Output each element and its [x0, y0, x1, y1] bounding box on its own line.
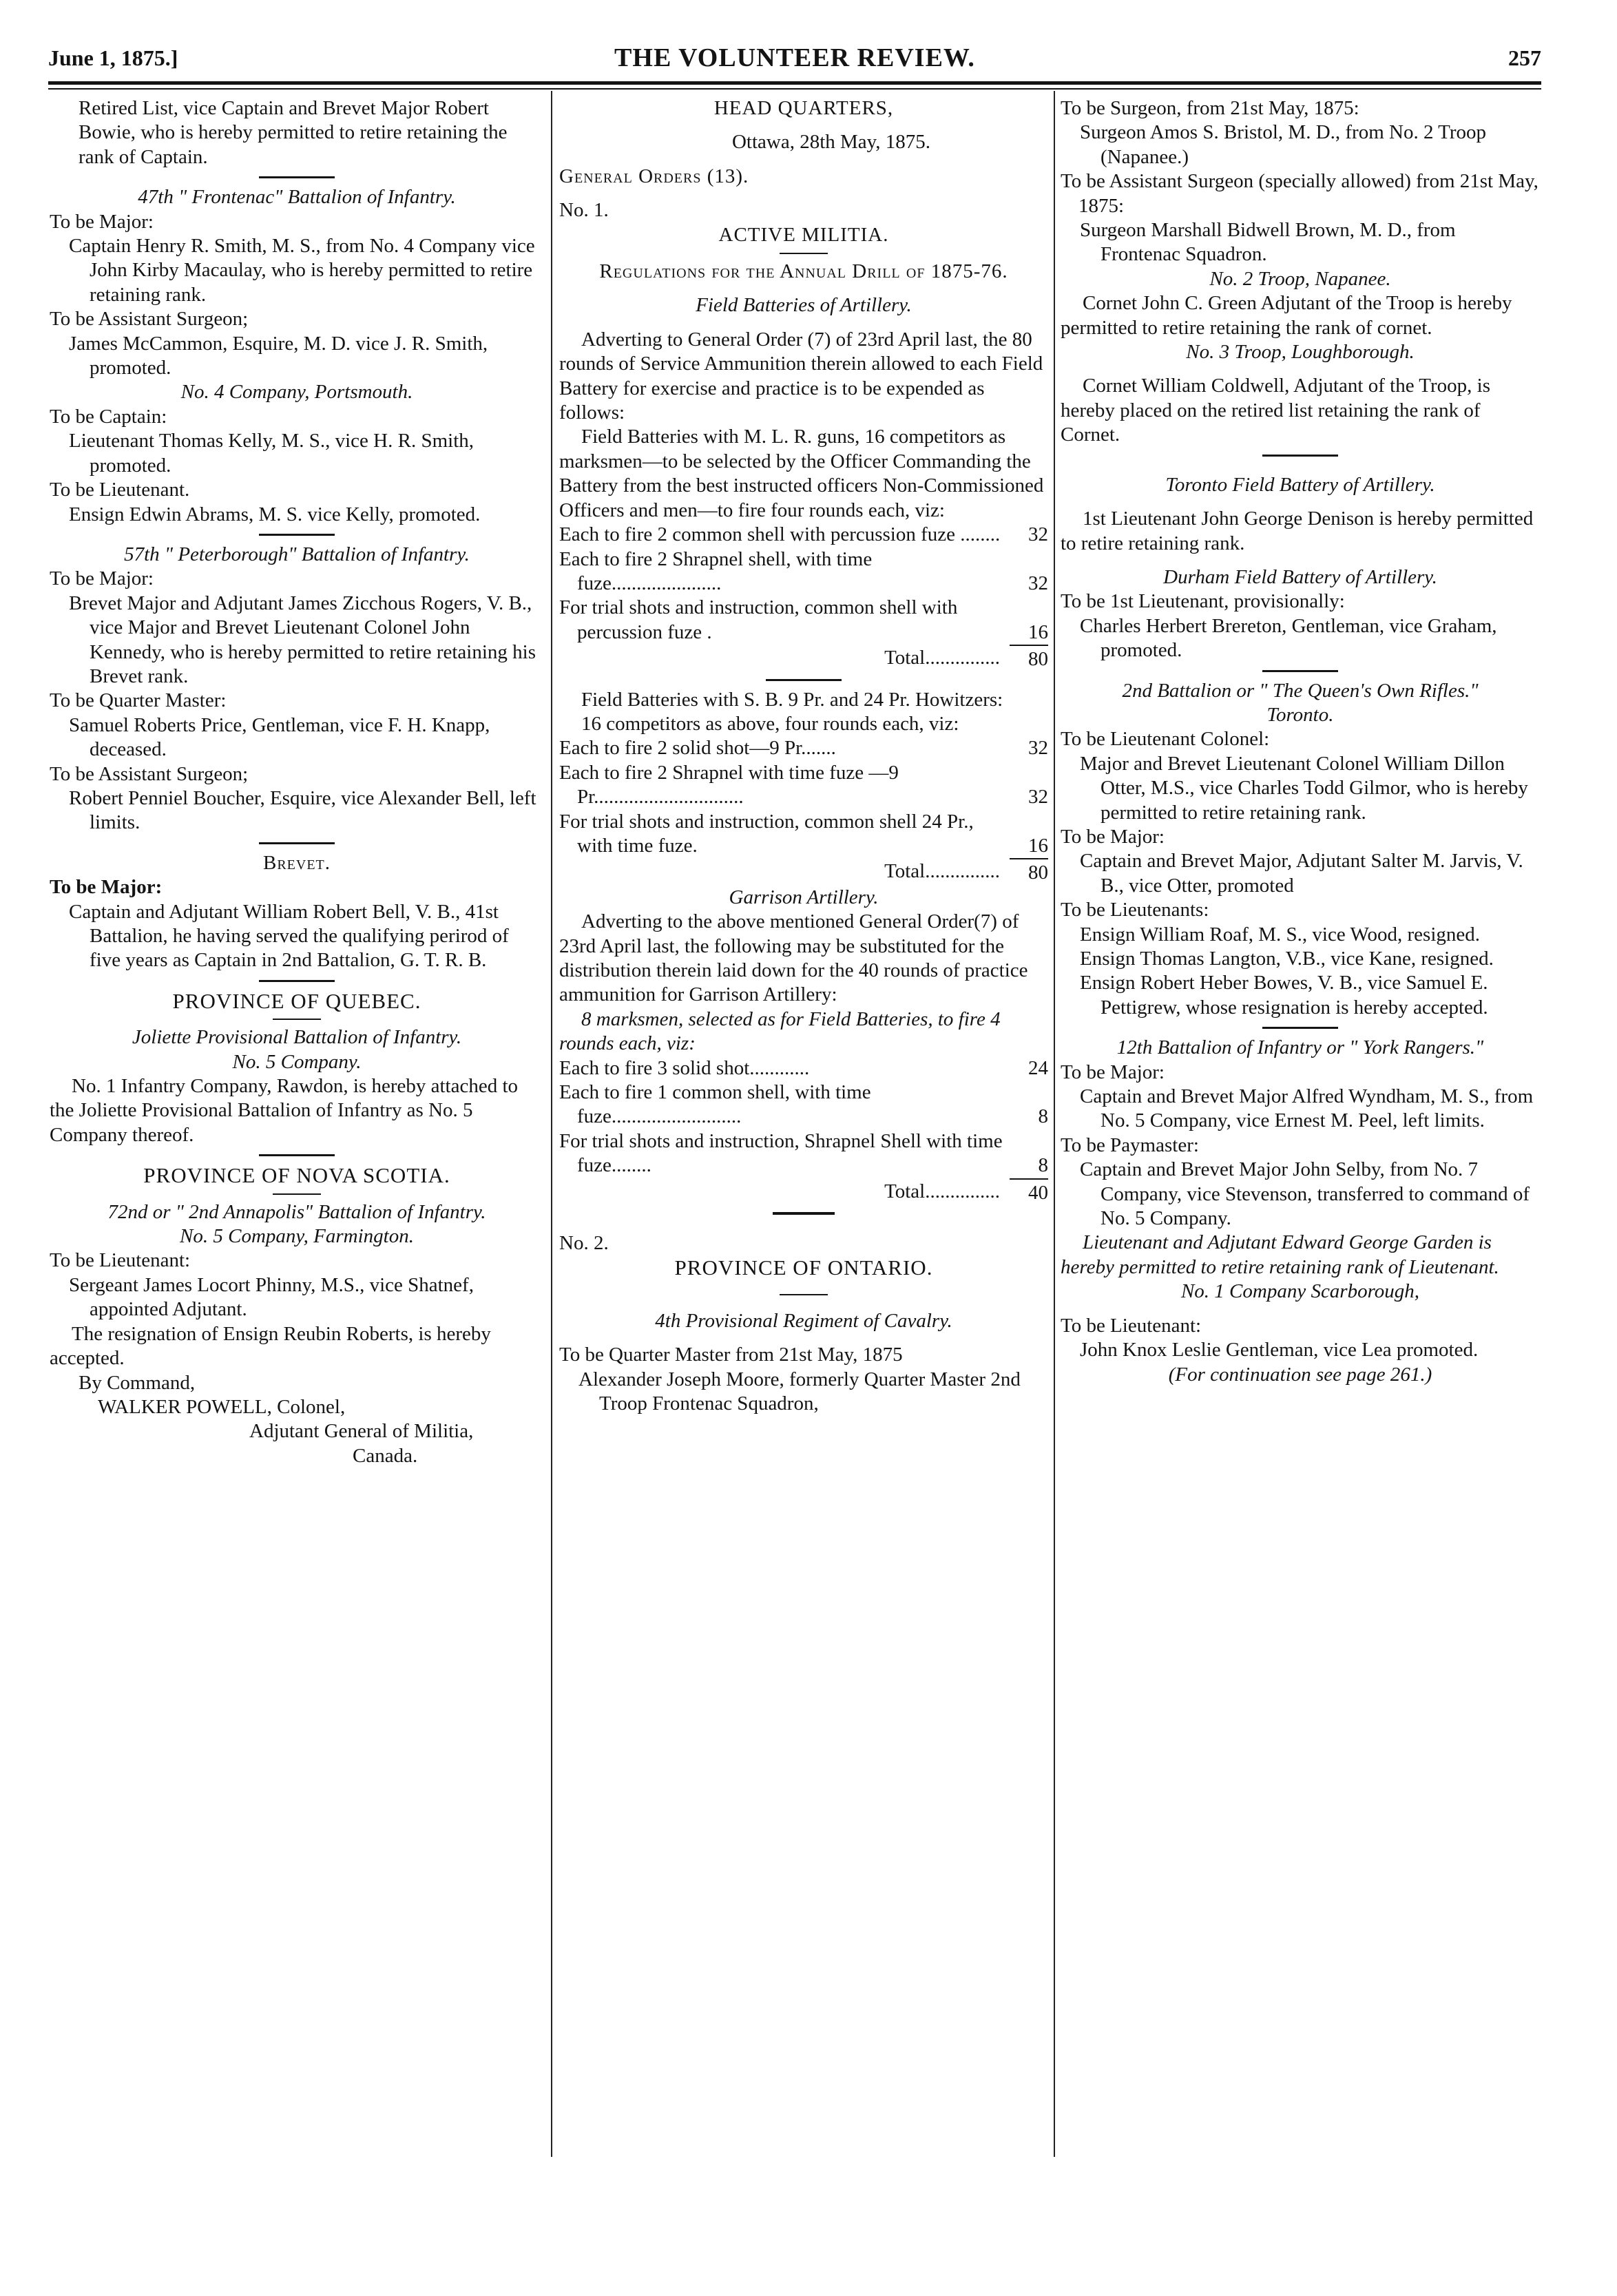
company-heading: No. 5 Company, Farmington. — [180, 1225, 414, 1248]
ammo-count: 8 — [1038, 1105, 1048, 1128]
appointment-text: Captain and Brevet Major, Adjutant Salter M. Jarvis, V. B., vice Otter, promoted — [1080, 850, 1523, 897]
paragraph: Field Batteries with S. B. 9 Pr. and 24 Pr. Howitzers: — [581, 688, 1003, 711]
ammo-row — [559, 1056, 1048, 1081]
appointment-text: Sergeant James Locort Phinny, M.S., vice Shatnef, appointed Adjutant. — [69, 1273, 474, 1321]
ammo-item: Each to fire 2 common shell with percussion fuze ........ — [559, 523, 1001, 546]
signature-place: Canada. — [353, 1444, 418, 1467]
ammo-row — [559, 523, 1048, 547]
troop-heading: No. 2 Troop, Napanee. — [1209, 267, 1391, 290]
dateline: Ottawa, 28th May, 1875. — [731, 131, 931, 154]
ammo-count: 32 — [1028, 523, 1048, 546]
paragraph: Cornet John C. Green Adjutant of the Troop is hereby permitted to retire retaining the rank of cornet. — [1061, 292, 1512, 339]
appointment-text: Charles Herbert Brereton, Gentleman, vice Graham, promoted. — [1080, 614, 1497, 662]
ammo-item: Each to fire 2 Shrapnel with time fuze —9 Pr.............................. — [559, 761, 899, 808]
divider — [259, 842, 335, 844]
appointment-heading: To be Lieutenants: — [1061, 899, 1209, 921]
company-heading: No. 5 Company. — [232, 1050, 362, 1073]
signature-name: WALKER POWELL, Colonel, — [98, 1395, 346, 1418]
paragraph: Adverting to General Order (7) of 23rd April last, the 80 rounds of Service Ammunition therein allowed to each Field Battery for exercise and practice is to be expended as follows: — [559, 328, 1043, 424]
appointment-text: Lieutenant Thomas Kelly, M. S., vice H. R. Smith, promoted. — [69, 430, 474, 477]
province-heading: PROVINCE OF QUEBEC. — [172, 988, 421, 1013]
province-heading: PROVINCE OF NOVA SCOTIA. — [143, 1163, 450, 1188]
order-number: No. 1. — [559, 199, 609, 222]
divider — [1262, 670, 1338, 672]
appointment-text: Surgeon Amos S. Bristol, M. D., from No. 2 Troop (Napanee.) — [1080, 121, 1487, 168]
header-rule — [48, 81, 1541, 85]
hq-heading: HEAD QUARTERS, — [713, 97, 894, 119]
general-orders: General Orders (13). — [559, 165, 749, 187]
divider — [766, 679, 842, 681]
divider — [780, 1294, 828, 1295]
appointment-heading: To be Assistant Surgeon; — [50, 308, 249, 331]
total-value: 40 — [1028, 1181, 1048, 1204]
appointment-heading: To be Lieutenant: — [50, 1249, 191, 1272]
total-label: Total............... — [884, 1180, 1000, 1202]
appointment-heading: To be Assistant Surgeon (specially allowed) from 21st May, 1875: — [1061, 170, 1538, 217]
appointment-text: Ensign Thomas Langton, V.B., vice Kane, resigned. — [1080, 948, 1494, 970]
divider — [273, 1019, 321, 1020]
battalion-heading: 47th " Frontenac" Battalion of Infantry. — [138, 186, 456, 209]
ammo-row — [559, 547, 1048, 596]
ammo-count: 8 — [1038, 1154, 1048, 1177]
appointment-heading: To be Lieutenant Colonel: — [1061, 728, 1270, 751]
province-heading: PROVINCE OF ONTARIO. — [674, 1255, 933, 1280]
ornament-divider — [773, 1212, 835, 1215]
ammo-row — [559, 1081, 1048, 1129]
appointment-text: Captain Henry R. Smith, M. S., from No. 4 Company vice John Kirby Macaulay, who is hereby permitted to retire retaining rank. — [69, 235, 535, 306]
regulations-heading: Regulations for the Annual Drill of 1875-76. — [599, 260, 1008, 283]
total-row — [559, 646, 1048, 671]
battalion-heading: 2nd Battalion or " The Queen's Own Rifles." — [1122, 679, 1479, 702]
divider — [273, 1193, 321, 1195]
total-label: Total............... — [884, 860, 1000, 883]
total-value: 80 — [1028, 862, 1048, 884]
appointment-text: Brevet Major and Adjutant James Zicchous Rogers, V. B., vice Major and Brevet Lieutenant Colonel John Kennedy, who is hereby permitted to retire retaining his Brevet rank. — [69, 592, 536, 687]
battery-heading: Durham Field Battery of Artillery. — [1163, 565, 1437, 588]
battalion-heading: Joliette Provisional Battalion of Infantry. — [132, 1026, 462, 1049]
paragraph: Retired List, vice Captain and Brevet Major Robert Bowie, who is hereby permitted to retire retaining the rank of Captain. — [79, 97, 508, 168]
order-number: No. 2. — [559, 1232, 609, 1255]
total-row — [559, 1180, 1048, 1205]
appointment-heading: To be Assistant Surgeon; — [50, 762, 249, 785]
appointment-heading: To be Lieutenant. — [50, 479, 190, 501]
by-command: By Command, — [79, 1371, 196, 1394]
ammo-row — [559, 1129, 1048, 1178]
appointment-text: Major and Brevet Lieutenant Colonel William Dillon Otter, M.S., vice Charles Todd Gilmor, who is hereby permitted to retire retaining rank. — [1080, 752, 1528, 824]
divider — [780, 253, 828, 254]
appointment-text: Alexander Joseph Moore, formerly Quarter Master 2nd Troop Frontenac Squadron, — [578, 1368, 1021, 1415]
ammo-item: Each to fire 1 common shell, with time fuze.......................... — [559, 1081, 871, 1128]
paragraph: The resignation of Ensign Reubin Roberts, is hereby accepted. — [50, 1322, 491, 1370]
signature-title: Adjutant General of Militia, — [249, 1420, 474, 1443]
appointment-heading: To be Quarter Master from 21st May, 1875 — [559, 1344, 903, 1366]
appointment-text: Captain and Adjutant William Robert Bell, V. B., 41st Battalion, he having served the qualifying perirod of five years as Captain in 2nd Battalion, G. T. R. B. — [69, 900, 509, 972]
appointment-heading: To be Paymaster: — [1061, 1134, 1199, 1156]
subsection-heading: Field Batteries of Artillery. — [696, 294, 912, 317]
column-3 — [1061, 96, 1540, 1387]
battalion-heading: 72nd or " 2nd Annapolis" Battalion of Infantry. — [107, 1200, 486, 1223]
total-row — [559, 859, 1048, 885]
divider — [259, 1154, 335, 1156]
ammo-row — [559, 761, 1048, 810]
appointment-heading: To be Major: — [50, 210, 154, 233]
appointment-text: Samuel Roberts Price, Gentleman, vice F. H. Knapp, deceased. — [69, 713, 490, 761]
appointment-text: Ensign Edwin Abrams, M. S. vice Kelly, promoted. — [69, 503, 481, 525]
battery-heading: Toronto Field Battery of Artillery. — [1165, 473, 1435, 496]
divider — [259, 534, 335, 536]
appointment-text: James McCammon, Esquire, M. D. vice J. R. Smith, promoted. — [69, 332, 488, 379]
battalion-location: Toronto. — [1266, 703, 1334, 726]
page-number: 257 — [1508, 45, 1541, 70]
page-header — [48, 43, 1541, 79]
ammo-item: Each to fire 2 Shrapnel shell, with time fuze...................... — [559, 547, 873, 594]
appointment-heading: To be Major: — [50, 567, 154, 590]
continuation-note: (For continuation see page 261.) — [1168, 1363, 1432, 1386]
appointment-heading: To be Lieutenant: — [1061, 1314, 1202, 1337]
ammo-row — [559, 596, 1048, 645]
divider — [259, 176, 335, 178]
appointment-text: John Knox Leslie Gentleman, vice Lea promoted. — [1080, 1339, 1479, 1361]
ammo-item: For trial shots and instruction, common shell with percussion fuze . — [559, 596, 958, 643]
paragraph: No. 1 Infantry Company, Rawdon, is hereby attached to the Joliette Provisional Battalion of Infantry as No. 5 Company thereof. — [50, 1075, 519, 1146]
ammo-item: Each to fire 2 solid shot—9 Pr....... — [559, 737, 836, 760]
subsection-heading: Garrison Artillery. — [729, 886, 879, 908]
appointment-heading: To be Quarter Master: — [50, 689, 227, 712]
paragraph: 8 marksmen, selected as for Field Batteries, to fire 4 rounds each, viz: — [559, 1008, 1001, 1055]
appointment-heading: To be Major: — [1061, 825, 1165, 848]
troop-heading: No. 3 Troop, Loughborough. — [1186, 341, 1415, 364]
paragraph: Field Batteries with M. L. R. guns, 16 competitors as marksmen—to be selected by the Officer Commanding the Battery from the best instructed officers Non-Commissioned Officers and men—to fire four rounds each, viz: — [559, 426, 1044, 521]
ammo-count: 24 — [1028, 1056, 1048, 1079]
appointment-text: Robert Penniel Boucher, Esquire, vice Alexander Bell, left limits. — [69, 786, 536, 834]
ammo-row — [559, 736, 1048, 760]
ammo-count: 16 — [1028, 834, 1048, 857]
appointment-text: Ensign Robert Heber Bowes, V. B., vice Samuel E. Pettigrew, whose resignation is hereby accepted. — [1080, 972, 1488, 1019]
battalion-heading: 57th " Peterborough" Battalion of Infantry. — [124, 543, 470, 565]
appointment-text: Surgeon Marshall Bidwell Brown, M. D., from Frontenac Squadron. — [1080, 219, 1456, 266]
header-title: THE VOLUNTEER REVIEW. — [614, 43, 975, 72]
ammo-item: For trial shots and instruction, Shrapnel Shell with time fuze........ — [559, 1129, 1003, 1177]
battalion-heading: 12th Battalion of Infantry or " York Rangers." — [1116, 1036, 1484, 1059]
appointment-text: Captain and Brevet Major Alfred Wyndham, M. S., from No. 5 Company, vice Ernest M. Peel, left limits. — [1080, 1085, 1534, 1132]
divider — [1262, 1027, 1338, 1029]
header-rule-thin — [48, 88, 1541, 90]
ammo-count: 16 — [1028, 620, 1048, 643]
appointment-heading: To be Major: — [50, 876, 163, 899]
appointment-text: Ensign William Roaf, M. S., vice Wood, resigned. — [1080, 923, 1481, 946]
ammo-item: For trial shots and instruction, common shell 24 Pr., with time fuze. — [559, 810, 974, 857]
column-divider-2 — [1054, 91, 1055, 2157]
appointment-heading: To be Surgeon, from 21st May, 1875: — [1061, 97, 1359, 119]
brevet-heading: Brevet. — [262, 851, 331, 874]
section-heading: ACTIVE MILITIA. — [718, 223, 889, 246]
company-heading: No. 4 Company, Portsmouth. — [180, 381, 413, 404]
appointment-heading: To be 1st Lieutenant, provisionally: — [1061, 590, 1345, 613]
paragraph: Lieutenant and Adjutant Edward George Garden is hereby permitted to retire retaining rank of Lieutenant. — [1061, 1231, 1499, 1278]
ammo-row — [559, 810, 1048, 859]
paragraph: Adverting to the above mentioned General Order(7) of 23rd April last, the following may be substituted for the distribution therein laid down for the 40 rounds of practice ammunition for Garrison Artillery: — [559, 910, 1028, 1006]
divider — [259, 980, 335, 982]
ammo-item: Each to fire 3 solid shot............ — [559, 1056, 810, 1079]
ammo-count: 32 — [1028, 572, 1048, 594]
ammo-count: 32 — [1028, 786, 1048, 808]
total-value: 80 — [1028, 648, 1048, 671]
column-2 — [559, 96, 1048, 1417]
appointment-heading: To be Major: — [1061, 1061, 1165, 1083]
paragraph: 1st Lieutenant John George Denison is hereby permitted to retire retaining rank. — [1061, 508, 1534, 554]
divider — [1262, 455, 1338, 457]
appointment-heading: To be Captain: — [50, 405, 167, 428]
header-date: June 1, 1875.] — [48, 45, 178, 70]
column-divider-1 — [551, 91, 552, 2157]
regiment-heading: 4th Provisional Regiment of Cavalry. — [655, 1309, 952, 1332]
total-label: Total............... — [884, 647, 1000, 669]
paragraph: Cornet William Coldwell, Adjutant of the Troop, is hereby placed on the retired list retaining the rank of Cornet. — [1061, 375, 1490, 446]
column-1 — [50, 96, 544, 1468]
appointment-text: Captain and Brevet Major John Selby, from No. 7 Company, vice Stevenson, transferred to command of No. 5 Company. — [1080, 1158, 1530, 1230]
paragraph: 16 competitors as above, four rounds each, viz: — [581, 712, 959, 735]
company-heading: No. 1 Company Scarborough, — [1180, 1280, 1420, 1303]
ammo-count: 32 — [1028, 737, 1048, 760]
